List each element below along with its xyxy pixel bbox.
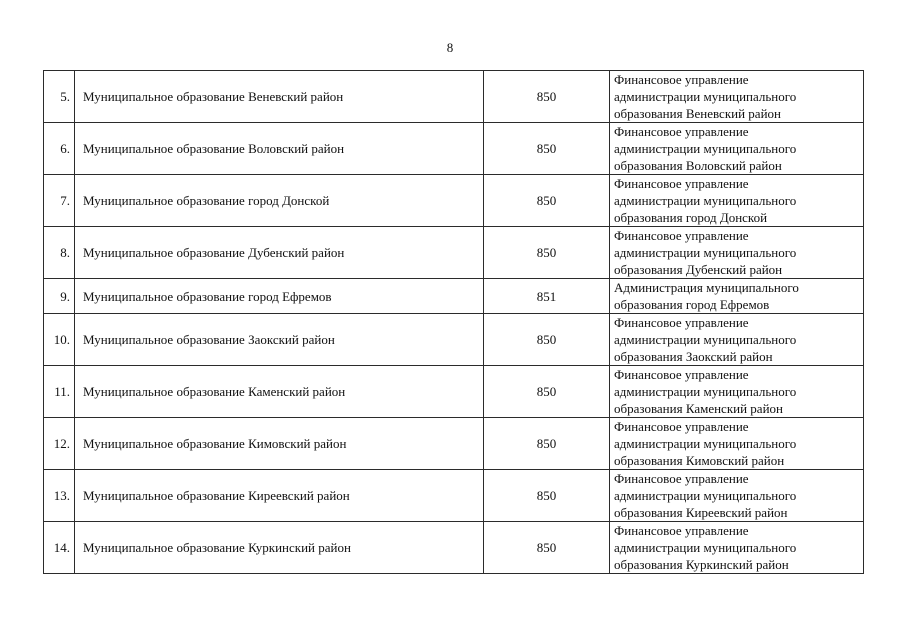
org-line: образования Дубенский район [614, 262, 783, 277]
row-number: 6. [44, 123, 75, 175]
table-row [44, 314, 864, 366]
org-line: Финансовое управление [614, 523, 749, 538]
org-line: администрации муниципального [614, 436, 797, 451]
budget-code: 851 [484, 279, 610, 314]
table-row [44, 123, 864, 175]
org-line: образования Воловский район [614, 158, 782, 173]
org-line: администрации муниципального [614, 332, 797, 347]
row-number: 13. [44, 470, 75, 522]
table-row [44, 366, 864, 418]
org-line: Финансовое управление [614, 315, 749, 330]
org-line: образования город Ефремов [614, 297, 770, 312]
budget-code: 850 [484, 175, 610, 227]
org-line: администрации муниципального [614, 245, 797, 260]
table-row [44, 175, 864, 227]
responsible-body [610, 366, 864, 418]
org-line: Финансовое управление [614, 124, 749, 139]
budget-code: 850 [484, 418, 610, 470]
org-line: Финансовое управление [614, 367, 749, 382]
org-line: Администрация муниципального [614, 280, 799, 295]
org-line: образования Киреевский район [614, 505, 788, 520]
row-number: 10. [44, 314, 75, 366]
responsible-body [610, 470, 864, 522]
table-row [44, 418, 864, 470]
municipality-name: Муниципальное образование город Ефремов [75, 279, 484, 314]
budget-code: 850 [484, 71, 610, 123]
org-line: администрации муниципального [614, 89, 797, 104]
page-number: 8 [446, 40, 454, 55]
responsible-body [610, 522, 864, 574]
municipality-name: Муниципальное образование Куркинский район [75, 522, 484, 574]
row-number: 5. [44, 71, 75, 123]
municipality-name: Муниципальное образование Воловский район [75, 123, 484, 175]
org-line: Финансовое управление [614, 176, 749, 191]
org-line: администрации муниципального [614, 141, 797, 156]
table-row [44, 227, 864, 279]
org-line: администрации муниципального [614, 540, 797, 555]
municipality-name: Муниципальное образование Дубенский район [75, 227, 484, 279]
table-row [44, 279, 864, 314]
responsible-body [610, 71, 864, 123]
budget-code: 850 [484, 314, 610, 366]
responsible-body [610, 123, 864, 175]
responsible-body [610, 314, 864, 366]
municipality-name: Муниципальное образование Кимовский район [75, 418, 484, 470]
org-line: Финансовое управление [614, 419, 749, 434]
responsible-body [610, 279, 864, 314]
org-line: образования Куркинский район [614, 557, 789, 572]
budget-code: 850 [484, 522, 610, 574]
row-number: 11. [44, 366, 75, 418]
row-number: 8. [44, 227, 75, 279]
municipality-name: Муниципальное образование Заокский район [75, 314, 484, 366]
org-line: администрации муниципального [614, 488, 797, 503]
org-line: образования Веневский район [614, 106, 781, 121]
org-line: образования Каменский район [614, 401, 783, 416]
budget-code: 850 [484, 123, 610, 175]
responsible-body [610, 227, 864, 279]
org-line: администрации муниципального [614, 193, 797, 208]
municipality-name: Муниципальное образование Веневский район [75, 71, 484, 123]
org-line: Финансовое управление [614, 228, 749, 243]
table-row [44, 71, 864, 123]
responsible-body [610, 418, 864, 470]
row-number: 7. [44, 175, 75, 227]
row-number: 9. [44, 279, 75, 314]
org-line: Финансовое управление [614, 471, 749, 486]
org-line: образования Заокский район [614, 349, 773, 364]
row-number: 14. [44, 522, 75, 574]
table-row [44, 470, 864, 522]
org-line: Финансовое управление [614, 72, 749, 87]
municipality-name: Муниципальное образование Каменский район [75, 366, 484, 418]
municipality-name: Муниципальное образование город Донской [75, 175, 484, 227]
org-line: образования город Донской [614, 210, 768, 225]
responsible-body [610, 175, 864, 227]
org-line: образования Кимовский район [614, 453, 785, 468]
budget-code: 850 [484, 470, 610, 522]
org-line: администрации муниципального [614, 384, 797, 399]
table-row [44, 522, 864, 574]
municipality-name: Муниципальное образование Киреевский район [75, 470, 484, 522]
budget-code: 850 [484, 227, 610, 279]
municipal-table [43, 70, 864, 574]
row-number: 12. [44, 418, 75, 470]
budget-code: 850 [484, 366, 610, 418]
